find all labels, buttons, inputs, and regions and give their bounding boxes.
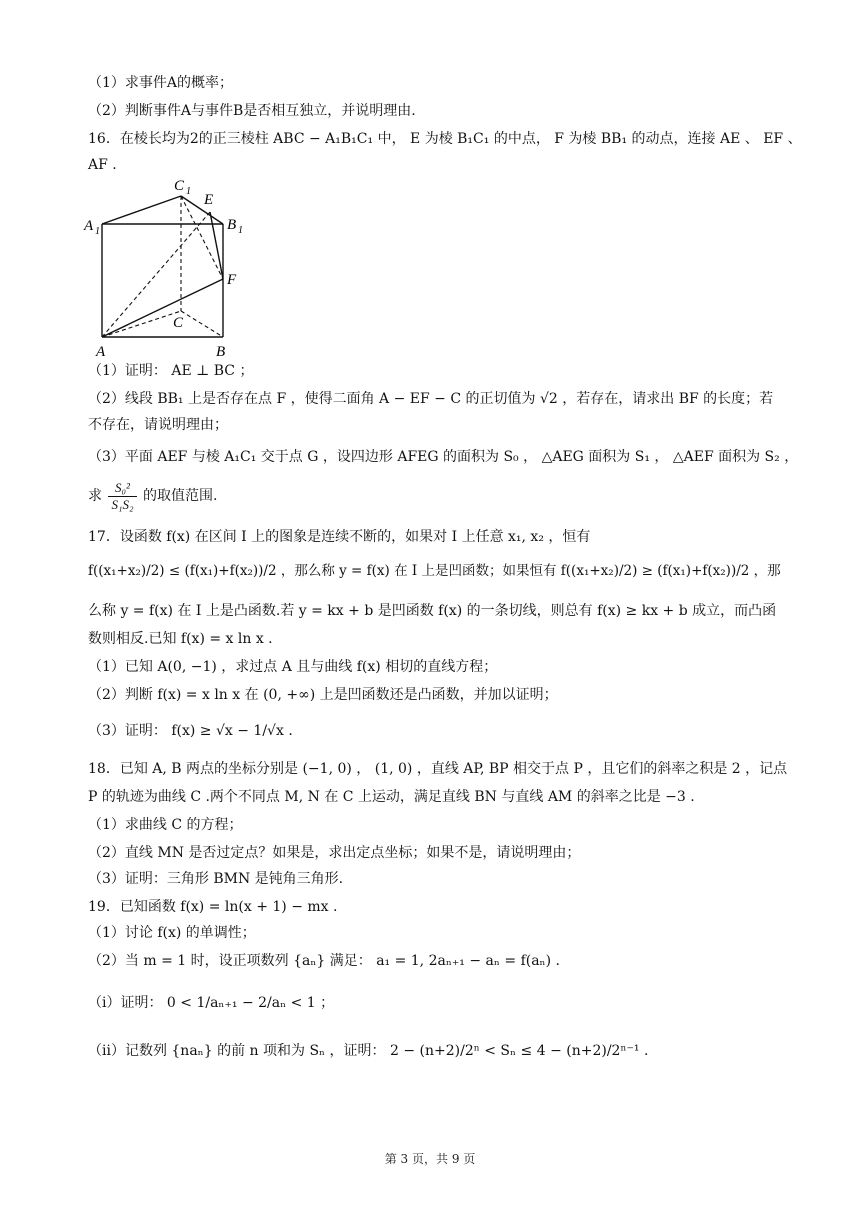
label-A: A: [96, 344, 106, 360]
svg-text:1: 1: [238, 225, 243, 236]
label-F: F: [227, 272, 237, 288]
fraction-s0sq-over-s1s2: $\frac{\text{S₀²}}{\text{S₁S₂}}$: [108, 480, 136, 513]
edge-C-B: [181, 311, 223, 337]
q16-stem-line2: AF .: [88, 157, 117, 173]
q17-part3: （3）证明： f(x) ≥ √x − 1/√x .: [88, 723, 293, 739]
q19-part1: （1）讨论 f(x) 的单调性；: [88, 925, 256, 941]
q17-stem-line4: 数则相反.已知 f(x) = x ln x .: [88, 631, 273, 647]
edge-A-E: [102, 212, 210, 337]
q16-part3-line2: 求 $\frac{\text{S₀²}}{\text{S₁S₂}}$ 的取值范围.: [88, 479, 218, 512]
edge-A1-C1: [102, 196, 181, 224]
edge-C1-B1: [181, 196, 223, 224]
q16-part1: （1）证明： AE ⊥ BC ；: [88, 363, 254, 379]
q17-stem-line1: 17．设函数 f(x) 在区间 I 上的图象是连续不断的，如果对 I 上任意 x₁, x₂ ，恒有: [88, 529, 591, 545]
svg-text:1: 1: [186, 186, 191, 197]
q19-part2: （2）当 m = 1 时，设正项数列 {aₙ} 满足： a₁ = 1, 2aₙ₊₁ − aₙ = f(aₙ) .: [88, 953, 560, 969]
label-E: E: [204, 192, 214, 208]
label-A1: A: [84, 218, 94, 234]
svg-text:1: 1: [95, 226, 100, 237]
q15-part1: （1）求事件A的概率；: [88, 75, 234, 91]
label-C1: C: [174, 178, 185, 194]
q18-stem-line2: P 的轨迹为曲线 C .两个不同点 M, N 在 C 上运动，满足直线 BN 与直线 AM 的斜率之比是 −3 .: [88, 789, 695, 805]
q19-part2-i: （i）证明： 0 < 1/aₙ₊₁ − 2/aₙ < 1 ；: [88, 995, 335, 1011]
q19-part2-ii: （ii）记数列 {naₙ} 的前 n 项和为 Sₙ ，证明： 2 − (n+2)/2ⁿ < Sₙ ≤ 4 − (n+2)/2ⁿ⁻¹ .: [88, 1043, 649, 1059]
q17-stem-line3: 么称 y = f(x) 在 I 上是凸函数.若 y = kx + b 是凹函数 f(x) 的一条切线，则总有 f(x) ≥ kx + b 成立，而凸函: [88, 603, 777, 619]
edge-C1-F: [181, 196, 223, 279]
label-C: C: [173, 315, 184, 331]
q16-part2-line2: 不存在，请说明理由；: [88, 417, 228, 433]
q17-part1: （1）已知 A(0, −1) ，求过点 A 且与曲线 f(x) 相切的直线方程；: [88, 659, 498, 675]
edge-A-F: [102, 279, 223, 337]
q16-stem-line1: 16．在棱长均为2的正三棱柱 ABC − A₁B₁C₁ 中， E 为棱 B₁C₁ 的中点， F 为棱 BB₁ 的动点，连接 AE 、 EF 、: [88, 131, 802, 147]
page-footer: 第 3 页，共 9 页: [384, 1152, 476, 1166]
q18-part2: （2）直线 MN 是否过定点？如果是，求出定点坐标；如果不是，请说明理由；: [88, 845, 581, 861]
label-B: B: [216, 344, 226, 360]
q16-part2-line1: （2）线段 BB₁ 上是否存在点 F ，使得二面角 A − EF − C 的正切值为 √2 ，若存在，请求出 BF 的长度；若: [88, 391, 774, 407]
q16-part3-line1: （3）平面 AEF 与棱 A₁C₁ 交于点 G ，设四边形 AFEG 的面积为 S₀ ， △AEG 面积为 S₁ ， △AEF 面积为 S₂ ，: [88, 449, 799, 465]
q18-stem-line1: 18．已知 A, B 两点的坐标分别是 (−1, 0) ， (1, 0) ，直线 AP, BP 相交于点 P ，且它们的斜率之积是 2 ，记点: [88, 761, 788, 777]
q19-stem: 19．已知函数 f(x) = ln(x + 1) − mx .: [88, 899, 338, 915]
q15-part2: （2）判断事件A与事件B是否相互独立，并说明理由.: [88, 103, 416, 119]
q17-part2: （2）判断 f(x) = x ln x 在 (0, +∞) 上是凹函数还是凸函数，并加以证明；: [88, 687, 558, 703]
q18-part1: （1）求曲线 C 的方程；: [88, 817, 243, 833]
prism-figure: [80, 174, 250, 360]
q17-stem-line2: f((x₁+x₂)/2) ≤ (f(x₁)+f(x₂))/2 ，那么称 y = f(x) 在 I 上是凹函数；如果恒有 f((x₁+x₂)/2) ≥ (f(x₁)+f(x₂))/2 ，那: [88, 563, 781, 579]
q18-part3: （3）证明：三角形 BMN 是钝角三角形.: [88, 871, 344, 887]
label-B1: B: [227, 217, 237, 233]
